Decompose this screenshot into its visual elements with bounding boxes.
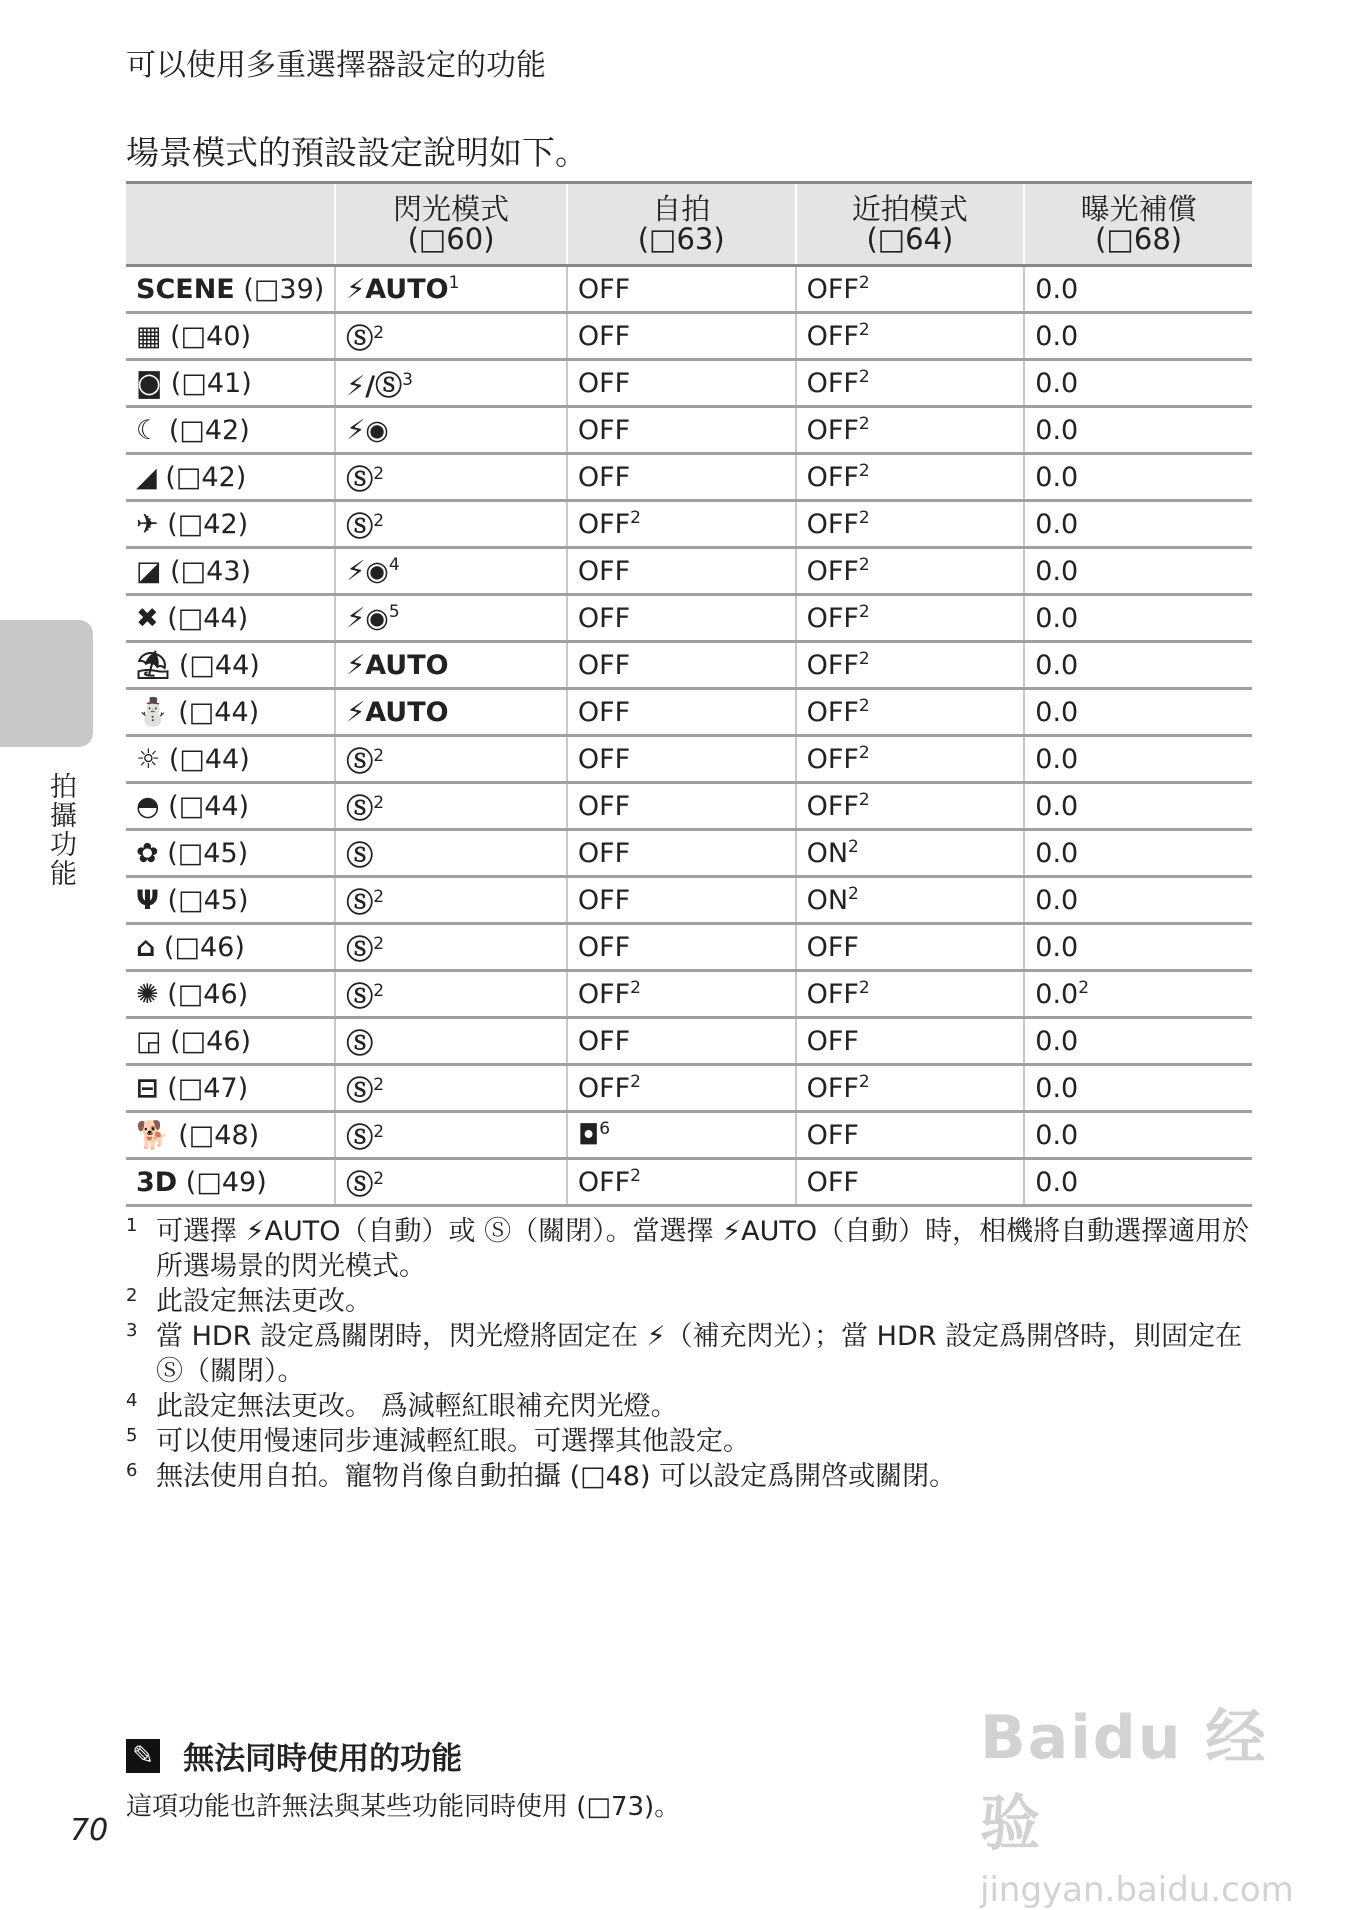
scene-icon: ✺ (136, 978, 159, 1010)
flash-cell: Ⓢ$^2$ (335, 924, 567, 971)
flash-cell: Ⓢ$^2$ (335, 1112, 567, 1159)
macro-cell: OFF$^2$ (796, 313, 1025, 360)
scene-icon: ⛱ (136, 650, 171, 681)
self-timer-cell: OFF$^2$ (567, 1065, 796, 1112)
table-row (126, 924, 1252, 971)
self-timer-cell: OFF (567, 1018, 796, 1065)
exposure-cell: 0.0 (1024, 360, 1252, 407)
scene-icon: ▦ (136, 320, 162, 352)
exposure-cell: 0.0 (1024, 266, 1252, 313)
scene-cell: ✖ (□44) (126, 595, 335, 642)
flash-cell: ⚡AUTO (335, 642, 567, 689)
exposure-cell: 0.0 (1024, 642, 1252, 689)
caution-section (126, 1733, 926, 1778)
intro-text: 場景模式的預設設定說明如下。 (126, 133, 588, 172)
scene-icon: ✿ (136, 837, 159, 869)
scene-cell: ◲ (□46) (126, 1018, 335, 1065)
macro-cell: OFF$^2$ (796, 595, 1025, 642)
macro-cell: OFF$^2$ (796, 971, 1025, 1018)
flash-cell: Ⓢ$^2$ (335, 971, 567, 1018)
flash-cell: Ⓢ$^2$ (335, 877, 567, 924)
self-timer-cell: OFF$^2$ (567, 501, 796, 548)
scene-icon: ◲ (136, 1025, 162, 1057)
self-timer-cell: OFF (567, 877, 796, 924)
flash-cell: Ⓢ$^2$ (335, 1159, 567, 1206)
exposure-cell: 0.0 (1024, 689, 1252, 736)
scene-icon: ◢ (136, 461, 157, 493)
flash-cell: ⚡AUTO$^1$ (335, 266, 567, 313)
table-row (126, 407, 1252, 454)
scene-cell: SCENE (□39) (126, 266, 335, 313)
scene-icon: ✖ (136, 602, 159, 634)
flash-cell: Ⓢ$^2$ (335, 501, 567, 548)
caution-title: 無法同時使用的功能 (183, 1741, 463, 1777)
exposure-cell: 0.0 (1024, 501, 1252, 548)
scene-cell: ◓ (□44) (126, 783, 335, 830)
macro-cell: OFF$^2$ (796, 689, 1025, 736)
scene-cell: ◢ (□42) (126, 454, 335, 501)
footnote: 6 無法使用自拍。寵物肖像自動拍攝 (□48) 可以設定爲開啓或關閉。 (126, 1460, 957, 1492)
scene-icon: ⛄ (136, 697, 170, 728)
scene-cell: ✈ (□42) (126, 501, 335, 548)
scene-icon: ⌂ (136, 931, 156, 963)
footnote: 4 此設定無法更改。 爲減輕紅眼補充閃光燈。 (126, 1390, 678, 1422)
scene-icon: ☼ (136, 743, 161, 775)
exposure-cell: 0.0 (1024, 783, 1252, 830)
scene-cell: ☼ (□44) (126, 736, 335, 783)
self-timer-cell: ◘$^6$ (567, 1112, 796, 1159)
scene-cell: 3D (□49) (126, 1159, 335, 1206)
table-row (126, 689, 1252, 736)
flash-cell: Ⓢ$^2$ (335, 736, 567, 783)
exposure-cell: 0.0 (1024, 1018, 1252, 1065)
macro-cell: OFF$^2$ (796, 360, 1025, 407)
flash-cell: ⚡◉$^5$ (335, 595, 567, 642)
self-timer-cell: OFF (567, 924, 796, 971)
scene-icon: ◓ (136, 790, 160, 822)
scene-cell: ☾ (□42) (126, 407, 335, 454)
scene-cell: ⌂ (□46) (126, 924, 335, 971)
table-row (126, 313, 1252, 360)
header-scene (126, 183, 335, 266)
macro-cell: OFF (796, 1159, 1025, 1206)
self-timer-cell: OFF (567, 642, 796, 689)
scene-icon: Ψ (136, 884, 159, 916)
table-row (126, 877, 1252, 924)
scene-icon: 3D (136, 1166, 178, 1198)
flash-cell: Ⓢ (335, 830, 567, 877)
table-row (126, 971, 1252, 1018)
self-timer-cell: OFF$^2$ (567, 1159, 796, 1206)
header-flash-mode: 閃光模式 (□60) (335, 183, 567, 266)
watermark-url: jingyan.baidu.com (980, 1870, 1294, 1910)
self-timer-cell: OFF (567, 360, 796, 407)
side-tab-label: 拍攝功能 (45, 772, 76, 888)
exposure-cell: 0.0 (1024, 877, 1252, 924)
flash-cell: Ⓢ$^2$ (335, 454, 567, 501)
macro-cell: OFF$^2$ (796, 783, 1025, 830)
table-row (126, 642, 1252, 689)
table-row (126, 1159, 1252, 1206)
exposure-cell: 0.0 (1024, 454, 1252, 501)
scene-cell: ⛄ (□44) (126, 689, 335, 736)
page-heading: 可以使用多重選擇器設定的功能 (126, 48, 546, 83)
exposure-cell: 0.0 (1024, 1112, 1252, 1159)
self-timer-cell: OFF (567, 266, 796, 313)
exposure-cell: 0.0 (1024, 407, 1252, 454)
macro-cell: OFF$^2$ (796, 642, 1025, 689)
self-timer-cell: OFF (567, 689, 796, 736)
table-row (126, 1112, 1252, 1159)
page-number: 70 (70, 1813, 109, 1848)
self-timer-cell: OFF (567, 313, 796, 360)
table-row (126, 783, 1252, 830)
caution-text: 這項功能也許無法與某些功能同時使用 (□73)。 (126, 1792, 681, 1822)
scene-icon: ◪ (136, 555, 162, 587)
macro-cell: OFF (796, 1018, 1025, 1065)
table-row (126, 736, 1252, 783)
flash-cell: ⚡/Ⓢ$^3$ (335, 360, 567, 407)
scene-cell: ⊟ (□47) (126, 1065, 335, 1112)
flash-cell: ⚡◉$^4$ (335, 548, 567, 595)
self-timer-cell: OFF (567, 783, 796, 830)
table-row (126, 830, 1252, 877)
exposure-cell: 0.0 (1024, 1159, 1252, 1206)
footnote: 3 當 HDR 設定爲關閉時，閃光燈將固定在 ⚡（補充閃光）；當 HDR 設定爲開啓時，則固定在 Ⓢ（關閉）。 (126, 1320, 1243, 1387)
self-timer-cell: OFF (567, 595, 796, 642)
macro-cell: OFF (796, 1112, 1025, 1159)
scene-cell: ▦ (□40) (126, 313, 335, 360)
exposure-cell: 0.0 (1024, 548, 1252, 595)
scene-cell: ◙ (□41) (126, 360, 335, 407)
footnotes (126, 1214, 1252, 1494)
scene-icon: ✈ (136, 508, 159, 540)
flash-cell: Ⓢ$^2$ (335, 1065, 567, 1112)
scene-cell: ⛱ (□44) (126, 642, 335, 689)
scene-icon: ☾ (136, 414, 161, 446)
watermark-logo: Baidu 经验 (980, 1703, 1268, 1859)
table-row (126, 1018, 1252, 1065)
self-timer-cell: OFF (567, 736, 796, 783)
pencil-icon: ✎ (126, 1739, 160, 1773)
exposure-cell: 0.0 (1024, 736, 1252, 783)
exposure-cell: 0.0 (1024, 830, 1252, 877)
flash-cell: ⚡AUTO (335, 689, 567, 736)
exposure-cell: 0.0 (1024, 1065, 1252, 1112)
macro-cell: OFF (796, 924, 1025, 971)
footnote: 1 可選擇 ⚡AUTO（自動）或 Ⓢ（關閉）。當選擇 ⚡AUTO（自動）時，相機將自動選擇適用於所選場景的閃光模式。 (126, 1215, 1250, 1282)
table-row (126, 548, 1252, 595)
macro-cell: OFF$^2$ (796, 736, 1025, 783)
scene-cell: Ψ (□45) (126, 877, 335, 924)
footnote: 2 此設定無法更改。 (126, 1285, 372, 1317)
macro-cell: OFF$^2$ (796, 1065, 1025, 1112)
table-row (126, 266, 1252, 313)
footnote: 5 可以使用慢速同步連減輕紅眼。可選擇其他設定。 (126, 1425, 750, 1457)
table-row (126, 454, 1252, 501)
macro-cell: OFF$^2$ (796, 501, 1025, 548)
watermark (980, 1690, 1310, 1910)
flash-cell: ⚡◉ (335, 407, 567, 454)
scene-cell: 🐕 (□48) (126, 1112, 335, 1159)
macro-cell: OFF$^2$ (796, 548, 1025, 595)
table-row (126, 595, 1252, 642)
scene-cell: ✺ (□46) (126, 971, 335, 1018)
scene-cell: ✿ (□45) (126, 830, 335, 877)
table-row (126, 1065, 1252, 1112)
scene-cell: ◪ (□43) (126, 548, 335, 595)
self-timer-cell: OFF (567, 407, 796, 454)
header-macro-mode: 近拍模式 (□64) (796, 183, 1025, 266)
scene-icon: ⊟ (136, 1072, 159, 1104)
self-timer-cell: OFF$^2$ (567, 971, 796, 1018)
header-self-timer: 自拍 (□63) (567, 183, 796, 266)
exposure-cell: $0.0^2$ (1024, 971, 1252, 1018)
macro-cell: OFF$^2$ (796, 454, 1025, 501)
macro-cell: OFF$^2$ (796, 266, 1025, 313)
exposure-cell: 0.0 (1024, 595, 1252, 642)
header-exposure-comp: 曝光補償 (□68) (1024, 183, 1252, 266)
self-timer-cell: OFF (567, 830, 796, 877)
macro-cell: $ON^2$ (796, 830, 1025, 877)
table-row (126, 501, 1252, 548)
table-header-row (126, 183, 1252, 266)
macro-cell: $ON^2$ (796, 877, 1025, 924)
exposure-cell: 0.0 (1024, 924, 1252, 971)
flash-cell: Ⓢ (335, 1018, 567, 1065)
exposure-cell: 0.0 (1024, 313, 1252, 360)
self-timer-cell: OFF (567, 454, 796, 501)
scene-icon: 🐕 (136, 1120, 170, 1151)
flash-cell: Ⓢ$^2$ (335, 783, 567, 830)
self-timer-cell: OFF (567, 548, 796, 595)
macro-cell: OFF$^2$ (796, 407, 1025, 454)
scene-icon: SCENE (136, 273, 235, 305)
scene-icon: ◙ (136, 367, 163, 399)
flash-cell: Ⓢ$^2$ (335, 313, 567, 360)
side-tab (0, 620, 93, 747)
table-row (126, 360, 1252, 407)
scene-defaults-table (126, 181, 1252, 1207)
